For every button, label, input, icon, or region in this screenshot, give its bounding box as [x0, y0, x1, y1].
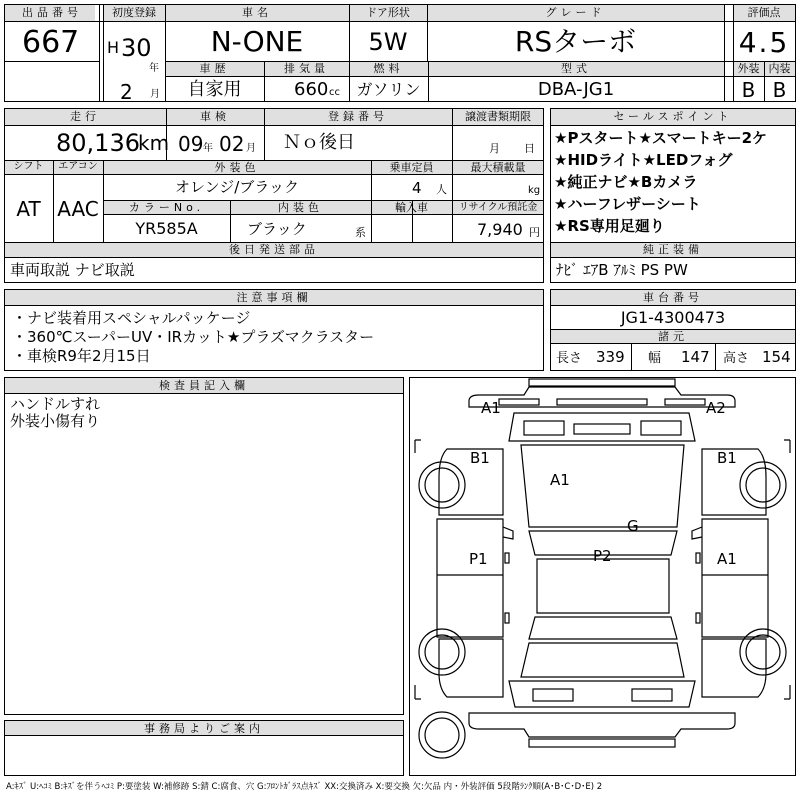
capacity: 4	[412, 179, 422, 197]
inspection-year: 09	[178, 132, 204, 156]
fuel: ガソリン	[356, 80, 421, 99]
reg-no-label: 登録番号	[328, 110, 388, 123]
int-color: ブラック	[247, 220, 307, 238]
sales-point-item: ★HIDライト★LEDフォグ	[554, 151, 733, 169]
inspection-month-unit: 月	[246, 143, 256, 154]
dims-label: 諸元	[658, 330, 688, 343]
inspection-year-unit: 年	[203, 143, 213, 154]
capacity-unit: 人	[436, 183, 447, 196]
width-label: 幅	[648, 351, 662, 366]
grade-label: グレード	[545, 6, 606, 19]
import-label: 輸入車	[395, 201, 428, 214]
mileage: 80,136	[56, 129, 140, 157]
inspector-label: 検査員記入欄	[159, 379, 249, 392]
office-label: 事務局よりご案内	[144, 722, 264, 735]
color-no: YR585A	[135, 219, 198, 238]
first-reg-label: 初度登録	[112, 6, 156, 19]
displacement-label: 排気量	[284, 62, 329, 75]
recycle-unit: 円	[529, 226, 540, 239]
int-color-unit: 系	[355, 226, 366, 239]
damage-mark: B1	[717, 449, 737, 467]
month-unit: 月	[150, 89, 160, 100]
lot-number: 667	[22, 25, 80, 60]
note-item: ・ナビ装着用スペシャルパッケージ	[12, 309, 251, 327]
reg-no: Ｎｏ後日	[283, 132, 355, 153]
aircon-label: エアコン	[58, 161, 98, 172]
interior-grade: B	[772, 78, 787, 102]
interior-label: 内装	[768, 62, 791, 75]
inspector-line: ハンドルすれ	[10, 395, 101, 413]
mileage-unit: km	[138, 131, 170, 155]
mileage-label: 走行	[70, 110, 100, 123]
history: 自家用	[187, 79, 242, 100]
equipment: ﾅﾋﾞ ｴｱB ｱﾙﾐ PS PW	[556, 261, 688, 279]
inspection-label: 車検	[200, 110, 230, 123]
score-label: 評価点	[747, 6, 781, 19]
displacement: 660	[294, 79, 329, 100]
fuel-label: 燃料	[373, 62, 404, 75]
sales-point-item: ★Pスタート★スマートキー2ケ	[554, 129, 768, 147]
chassis-number: JG1-4300473	[620, 308, 726, 327]
chassis-label: 車台番号	[643, 291, 703, 304]
car-diagram-drawing	[409, 377, 796, 776]
damage-mark: P1	[469, 550, 488, 568]
type-label: 型式	[561, 62, 591, 75]
shift: AT	[16, 197, 41, 221]
sales-points-label: セールスポイント	[613, 110, 733, 123]
recycle-label: リサイクル預託金	[458, 202, 538, 213]
damage-mark: A1	[481, 399, 501, 417]
damage-mark: A1	[550, 471, 570, 489]
length-label: 長さ	[556, 351, 583, 366]
int-color-label: 内装色	[278, 201, 323, 214]
door-type: 5W	[368, 28, 408, 56]
height: 154	[762, 348, 791, 366]
era: H	[107, 38, 120, 57]
model-name: N-ONE	[210, 25, 304, 58]
sales-point-item: ★RS専用足廻り	[554, 217, 665, 235]
shift-label: シフト	[13, 161, 44, 172]
equipment-label: 純正装備	[643, 243, 703, 256]
model-type: DBA-JG1	[537, 79, 615, 100]
lot-label: 出品番号	[22, 6, 82, 19]
transfer-day: 日	[524, 142, 535, 155]
note-item: ・車検R9年2月15日	[12, 347, 151, 365]
note-item: ・360℃スーパーUV・IRカット★プラズマクラスター	[12, 328, 375, 346]
model-label: 車名	[242, 6, 272, 19]
later-parts: 車両取説 ナビ取説	[10, 261, 135, 279]
damage-mark: A1	[717, 550, 737, 568]
height-label: 高さ	[723, 351, 750, 366]
transfer-label: 譲渡書類期限	[465, 110, 531, 123]
load-label: 最大積載量	[470, 161, 526, 174]
ext-color: オレンジ/ブラック	[174, 178, 299, 196]
year-unit: 年	[149, 63, 159, 74]
inspector-line: 外装小傷有り	[10, 412, 101, 430]
notes-label: 注意事項欄	[236, 291, 312, 304]
ext-color-label: 外装色	[214, 161, 260, 174]
damage-mark: P2	[593, 547, 612, 565]
score: 4.5	[738, 26, 790, 59]
damage-mark: G	[627, 517, 639, 535]
legend: A:ｷｽﾞ U:ﾍｺﾐ B:ｷｽﾞを伴うﾍｺﾐ P:要塗装 W:補修跡 S:錆 C:腐食、穴 G:ﾌﾛﾝﾄｶﾞﾗｽ点ｷｽﾞ XX:交換済み X:要交換 欠:欠品 内・外装評価 5段階ﾗﾝｸ順(A･B･C･D･E) 2	[6, 782, 603, 792]
grade: RSターボ	[514, 25, 637, 58]
door-label: ドア形状	[366, 6, 410, 19]
capacity-label: 乗車定員	[389, 161, 434, 174]
inspection-month: 02	[219, 132, 245, 156]
exterior-grade: B	[741, 78, 756, 102]
exterior-label: 外装	[737, 62, 760, 75]
displacement-unit: cc	[329, 87, 340, 98]
length: 339	[596, 348, 625, 366]
color-no-label: カラーNo.	[128, 201, 205, 214]
width: 147	[681, 348, 710, 366]
damage-mark: A2	[706, 399, 726, 417]
load-unit: kg	[528, 185, 541, 196]
reg-year: 30	[121, 34, 152, 62]
sales-point-item: ★純正ナビ★Bカメラ	[554, 173, 698, 191]
transfer-month: 月	[489, 142, 500, 155]
reg-month: 2	[120, 80, 133, 104]
later-parts-label: 後日発送部品	[229, 243, 319, 256]
aircon: AAC	[57, 197, 99, 221]
damage-mark: B1	[470, 449, 490, 467]
recycle-fee: 7,940	[477, 220, 523, 239]
sales-point-item: ★ハーフレザーシート	[554, 195, 701, 213]
history-label: 車歴	[199, 62, 230, 75]
